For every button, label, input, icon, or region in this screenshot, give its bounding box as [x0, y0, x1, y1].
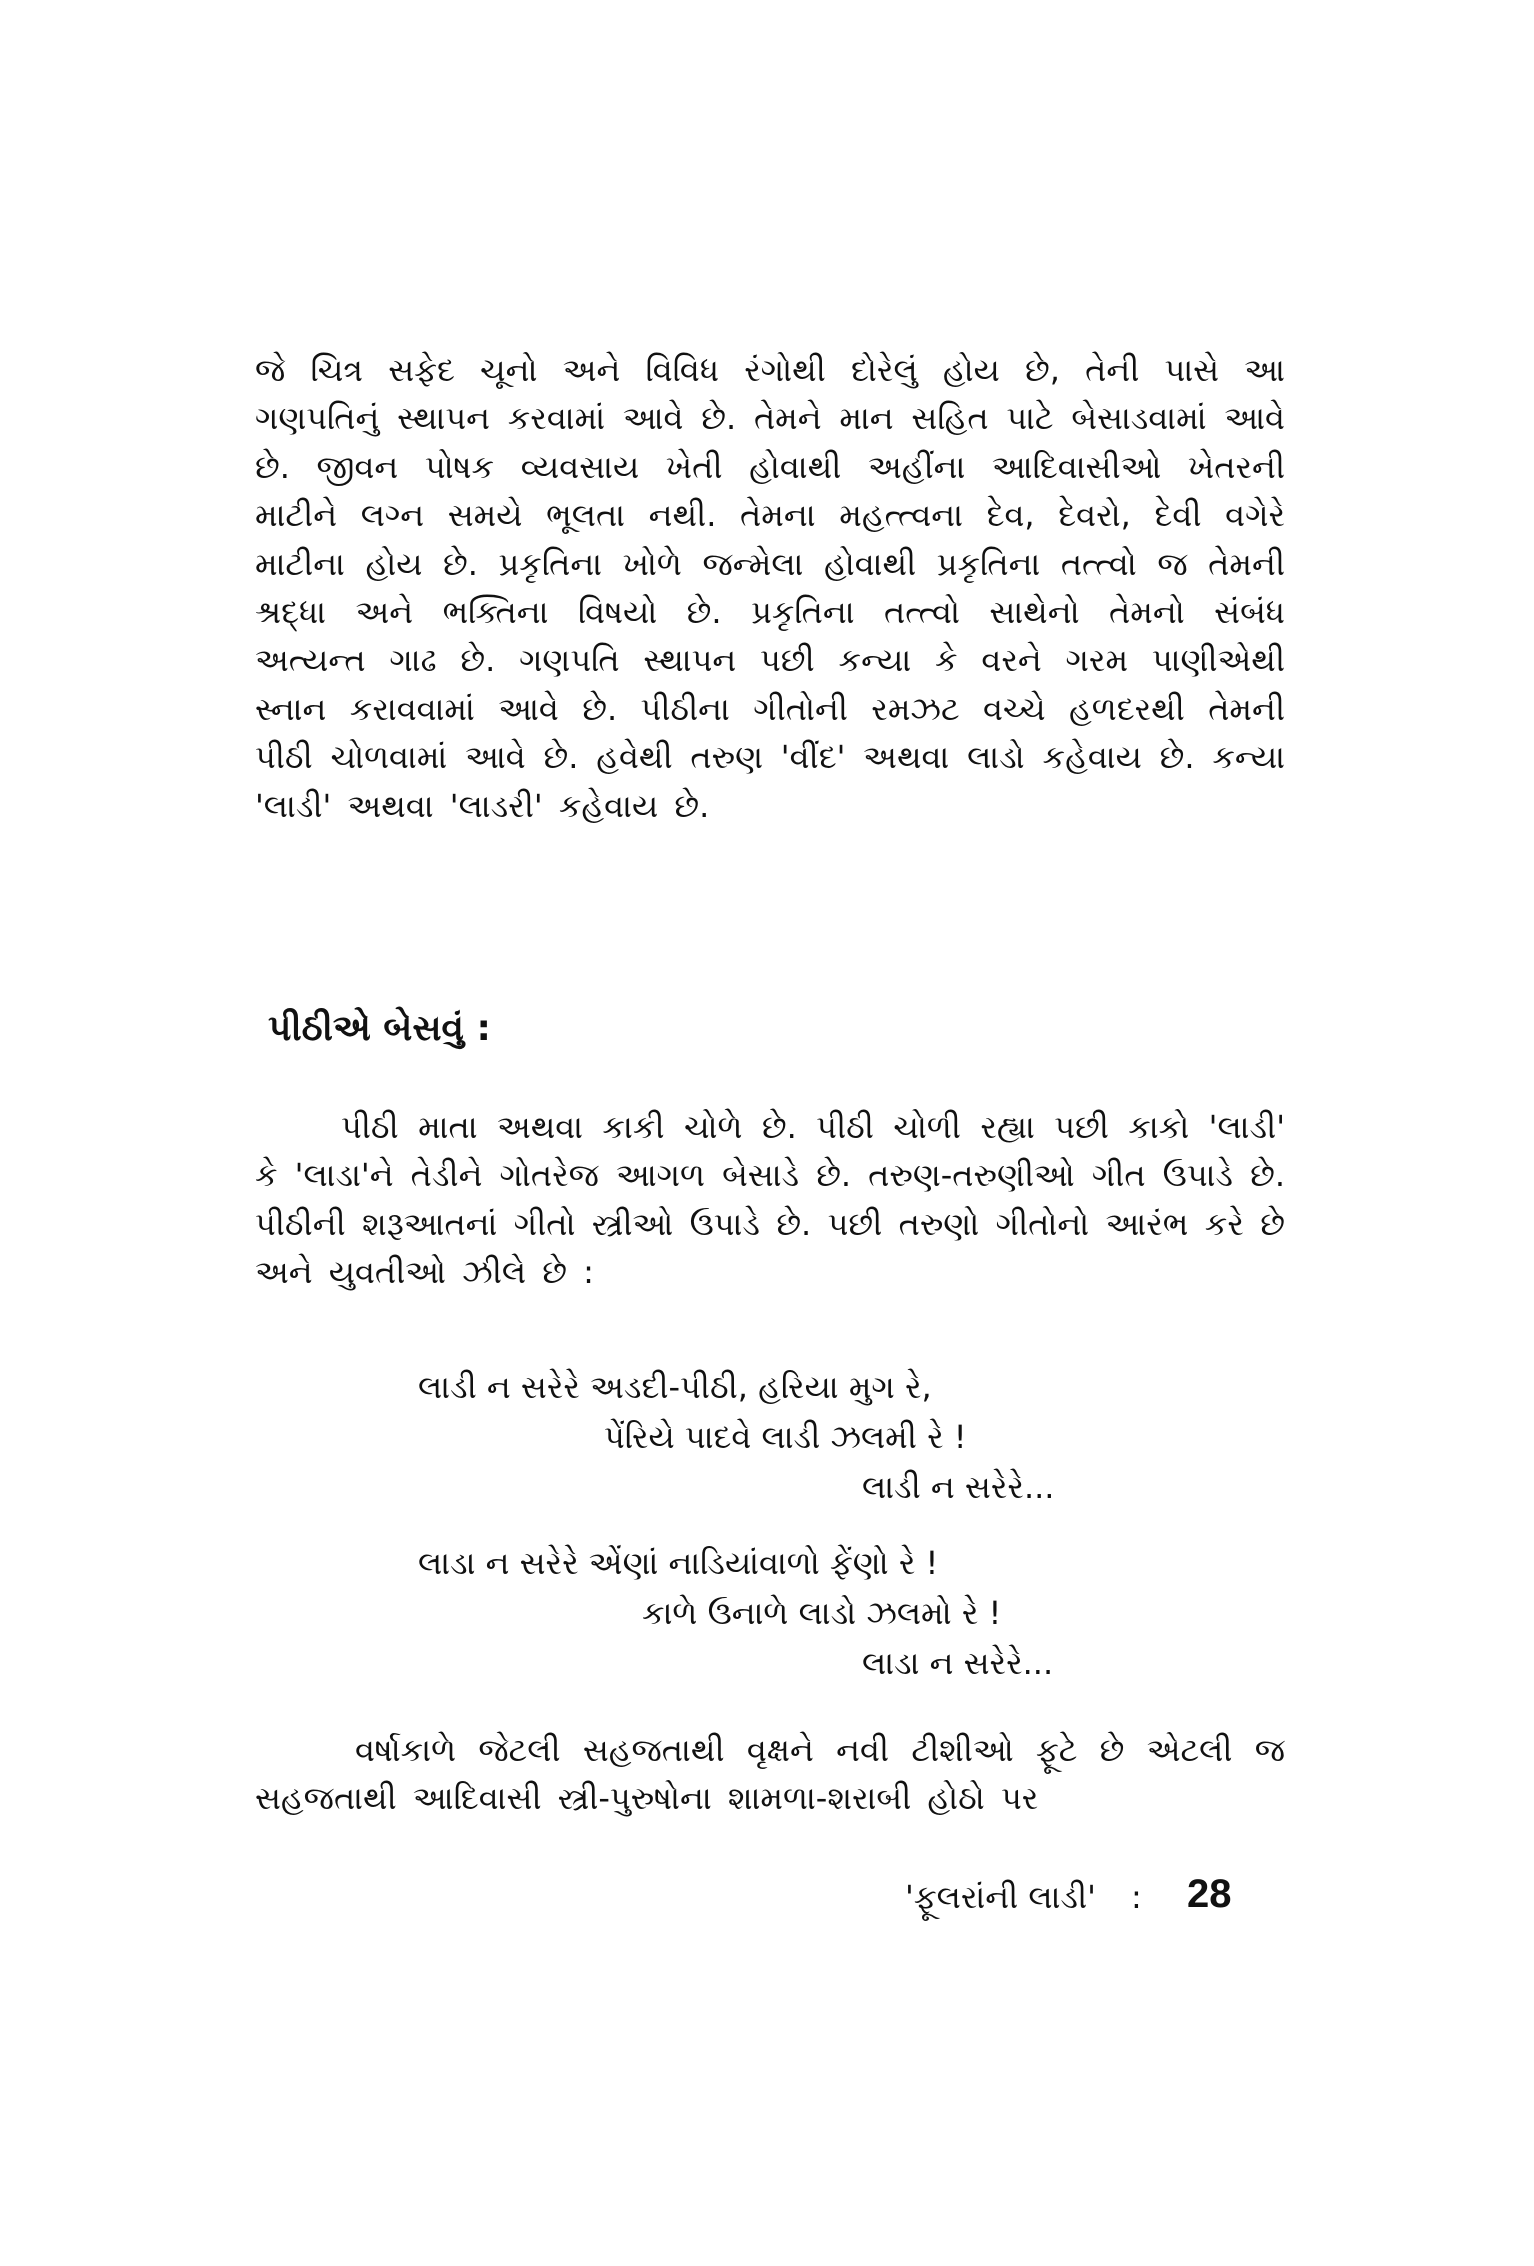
- page-footer: [905, 1872, 1285, 1922]
- verse-line: લાડી ન સરેરે...: [862, 1468, 1055, 1506]
- verse-line: લાડા ન સરેરે...: [862, 1644, 1054, 1682]
- pithi-paragraph: પીઠી માતા અથવા કાકી ચોળે છે. પીઠી ચોળી રહ્યા પછી કાકો 'લાડી' કે 'લાડા'ને તેડીને ગોતરેજ આગળ બેસાડે છે. તરુણ-તરુણીઓ ગીત ઉપાડે છે. પીઠીની શરૂઆતનાં ગીતો સ્ત્રીઓ ઉપાડે છે. પછી તરુણો ગીતોનો આરંભ કરે છે અને યુવતીઓ ઝીલે છે :: [255, 1108, 1285, 1292]
- verse-line: પેંરિયે પાદવે લાડી ઝલમી રે !: [604, 1418, 967, 1456]
- section-heading: પીઠીએ બેસવું :: [268, 1008, 491, 1049]
- intro-paragraph: જે ચિત્ર સફેદ ચૂનો અને વિવિધ રંગોથી દોરેલું હોય છે, તેની પાસે આ ગણપતિનું સ્થાપન કરવામાં આવે છે. તેમને માન સહિત પાટે બેસાડવામાં આવે છે. જીવન પોષક વ્યવસાય ખેતી હોવાથી અહીંના આદિવાસીઓ ખેતરની માટીને લગ્ન સમયે ભૂલતા નથી. તેમના મહત્ત્વના દેવ, દેવરો, દેવી વગેરે માટીના હોય છે. પ્રકૃતિના ખોળે જન્મેલા હોવાથી પ્રકૃતિના તત્ત્વો જ તેમની શ્રદ્ધા અને ભક્તિના વિષયો છે. પ્રકૃતિના તત્ત્વો સાથેનો તેમનો સંબંધ અત્યન્ત ગાઢ છે. ગણપતિ સ્થાપન પછી કન્યા કે વરને ગરમ પાણીએથી સ્નાન કરાવવામાં આવે છે. પીઠીના ગીતોની રમઝટ વચ્ચે હળદરથી તેમની પીઠી ચોળવામાં આવે છે. હવેથી તરુણ 'વીંદ' અથવા લાડો કહેવાય છે. કન્યા 'લાડી' અથવા 'લાડરી' કહેવાય છે.: [255, 351, 1285, 825]
- running-title: 'ફૂલરાંની લાડી': [905, 1878, 1096, 1916]
- verse-line: કાળે ઉનાળે લાડો ઝલમો રે !: [642, 1594, 1002, 1632]
- page-number: 28: [1187, 1872, 1232, 1916]
- verse-line: લાડી ન સરેરે અડદી-પીઠી, હરિયા મુગ રે,: [418, 1368, 932, 1406]
- closing-paragraph: વર્ષાકાળે જેટલી સહજતાથી વૃક્ષને નવી ટીશીઓ ફૂટે છે એટલી જ સહજતાથી આદિવાસી સ્ત્રી-પુરુષોના શામળા-શરાબી હોઠો પર: [255, 1731, 1285, 1818]
- footer-separator: :: [1131, 1878, 1142, 1916]
- verse-line: લાડા ન સરેરે એંણાં નાડિયાંવાળો ફેંણો રે !: [418, 1544, 939, 1582]
